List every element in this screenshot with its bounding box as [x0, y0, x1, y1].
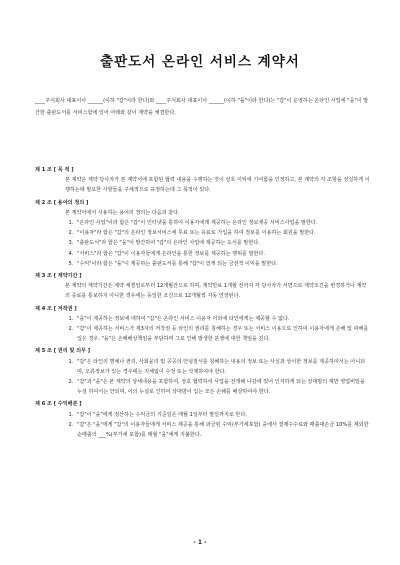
list-item: 1. "온라인 사업"이라 함은 "갑"이 인터넷을 통하여 이용자에게 제공하는 온라인 정보제공 서비스사업을 말한다.: [75, 218, 370, 228]
article-text: 본 계약의 계약기간은 계약 체결일로부터 12개월간으로 하며, 계약만료 1개월 전까지 각 당사자가 서면으로 계약조건을 변경하거나 계약의 종료를 통보하지 아니한 경우에는 동일한 조건으로 12개월씩 자동 연장된다.: [65, 283, 367, 300]
list-item: 1. "갑"이 "을"에게 정산하는 수익금의 기준일은 매월 1일부터 말일까지로 한다.: [75, 410, 370, 420]
article-text: 본 계약은 계약 당사자가 본 계약서에 포함된 협력 내용을 수행하는 것이 상호 이익에 기여함을 인정하고, 본 계약의 각 조항을 성실하게 이행하는데 필요한 사항들을 구체적으로 규정하는데 그 목적이 있다.: [65, 177, 370, 194]
articles-body: [35, 163, 370, 440]
list-item: 2. "이용자"라 함은 "갑"의 온라인 정보서비스에 무료 또는 유료로 가입을 하여 정보를 이용하는 회원을 말한다.: [75, 228, 370, 238]
article-heading: 제 1 조 [ 목 적 ]: [35, 167, 74, 173]
article-6: [35, 399, 370, 440]
list-item: 1. "을"이 제공하는 정보에 대하여 "갑"은 온라인 서비스 이용자 이외에 타인에게는 제공할 수 없다.: [75, 314, 370, 324]
article-4: [35, 304, 370, 345]
list-item: 2. "갑"은 "을"에게 "갑"의 이용자들에게 서비스 제공을 통해 과금된 수익(부가세포함) 중에서 결제수수료와 매출대손금 10%를 제외한 순매출의 ___%(부가세 포함)를 매월 "을"에게 지불한다.: [75, 420, 370, 440]
article-heading: 제 6 조 [ 수익배분 ]: [35, 401, 82, 408]
article-item-list: [35, 218, 370, 269]
article-item-list: [35, 410, 370, 441]
document-title: 출판도서 온라인 서비스 계약서: [100, 54, 300, 70]
list-item: 2. "갑"과 "을"은 본 계약의 상세내용을 포함하여, 상호 협력하여 사업을 전개해 나감에 있어 인지하게 되는 상대방의 제반 영업비밀을 누설 하여서는 안되며, 이의 누설로 인하여 상대방이 입는 모든 손해를 배상하여야 한다.: [75, 377, 370, 397]
list-item: 1. "갑"은 타인의 명예나 권리, 사회윤리 및 공공의 안녕질서를 침해하는 내용의 정보 또는 사실과 상이한 정보를 제공하여서는 아니되며, 오류정보가 있는 경우에는 지체없이 수정 또는 삭제하여야 한다.: [75, 357, 370, 377]
list-item: 4. "서비스"라 함은 "갑"이 이용자들에게 온라인을 통한 정보를 제공하는 행위를 말한다.: [75, 249, 370, 259]
article-heading: 제 4 조 [ 저작권 ]: [35, 305, 77, 312]
article-5: [35, 346, 370, 397]
article-heading: 제 2 조 [ 용어의 정의 ]: [35, 199, 89, 206]
intro-paragraph: ____주식회사 대표이사 ______(이하 "갑"이라 한다)와 ____주식회사 대표이사 ______(이하 "을"이라 한다)는 "갑"이 운영하는 온라인 사업에 "을"이 발간한 출판도서를 서비스함에 있어 아래와 같이 계약을 체결한다.: [35, 98, 369, 116]
list-item: 5. "수익"이라 함은 "을"이 제공하는 출판도서를 통해 "갑"이 얻게 되는 금전적 이익을 말한다.: [75, 259, 370, 269]
article-1: [35, 165, 370, 196]
article-heading: 제 5 조 [ 권리 및 의무 ]: [35, 348, 91, 355]
article-text: 본 계약서에서 사용하는 용어의 정의는 다음과 같다.: [65, 209, 180, 216]
article-item-list: [35, 314, 370, 345]
list-item: 2. "갑"이 제공하는 서비스가 제3자의 저작권 등 타인의 권리를 침해하는 경우 또는 서비스 이용으로 인하여 이용자에게 손해 및 피해를 입은 경우, "을"은 손해배상책임을 부담하며 그로 인해 발생한 분쟁에 대한 책임을 진다.: [75, 324, 370, 344]
article-heading: 제 3 조 [ 계약기간 ]: [35, 273, 82, 280]
list-item: 3. "출판도서"라 함은 "을"이 발간하여 "갑"의 온라인 사업에 제공하는 도서를 말한다.: [75, 238, 370, 248]
article-item-list: [35, 357, 370, 398]
page-number: - 1 -: [193, 539, 207, 546]
article-2: [35, 198, 370, 269]
article-3: [35, 271, 370, 302]
